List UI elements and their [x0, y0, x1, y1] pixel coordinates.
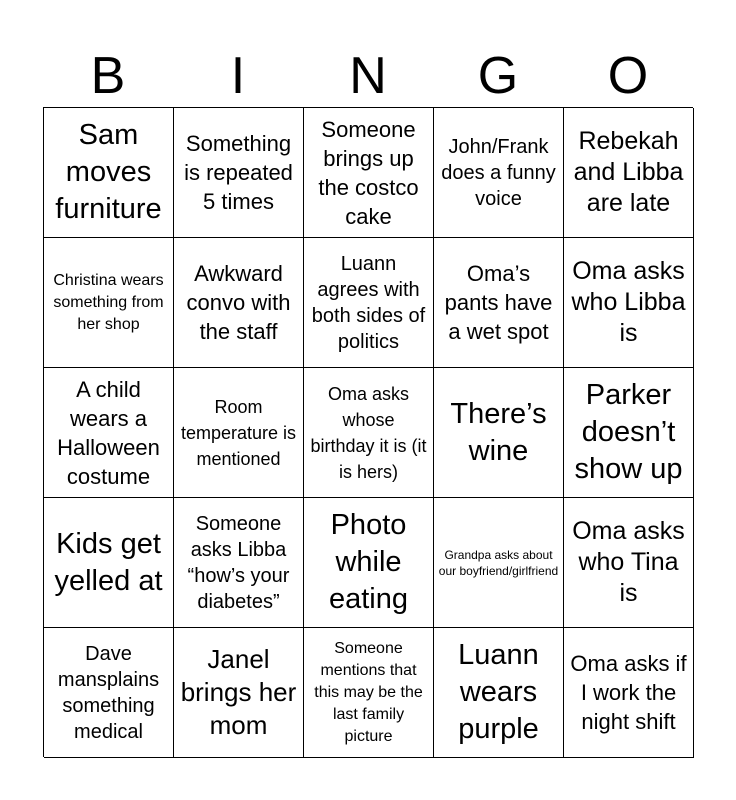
cell-text: Oma asks whose birthday it is (it is hers) — [310, 383, 427, 482]
bingo-cell[interactable] — [434, 368, 564, 498]
bingo-cell[interactable] — [304, 628, 434, 758]
bingo-cell[interactable] — [304, 498, 434, 628]
bingo-cell[interactable] — [174, 498, 304, 628]
cell-text: Something is repeated 5 times — [184, 131, 293, 214]
bingo-cell[interactable] — [174, 368, 304, 498]
cell-text: Rebekah and Libba are late — [573, 127, 684, 217]
bingo-cell[interactable] — [44, 628, 174, 758]
bingo-cell[interactable] — [44, 238, 174, 368]
cell-text: Someone brings up the costco cake — [318, 116, 419, 229]
cell-text: Awkward convo with the staff — [186, 261, 291, 344]
bingo-header — [43, 46, 693, 106]
cell-text: Sam moves furniture — [55, 119, 162, 225]
cell-text: Parker doesn’t show up — [574, 379, 683, 485]
bingo-cell[interactable] — [434, 498, 564, 628]
header-letter-o: O — [607, 47, 649, 105]
bingo-cell[interactable] — [564, 498, 694, 628]
bingo-cell[interactable] — [564, 368, 694, 498]
bingo-cell[interactable] — [434, 238, 564, 368]
cell-text: Kids get yelled at — [54, 527, 163, 597]
bingo-cell[interactable] — [434, 108, 564, 238]
cell-text: Room temperature is mentioned — [180, 396, 297, 469]
cell-text: Christina wears something from her shop — [53, 271, 164, 333]
cell-text: Someone asks Libba “how’s your diabetes” — [187, 512, 290, 613]
header-letter-i: I — [230, 47, 246, 105]
cell-text: Janel brings her mom — [180, 644, 297, 740]
bingo-cell[interactable] — [304, 368, 434, 498]
header-letter-g: G — [477, 47, 519, 105]
bingo-cell[interactable] — [564, 628, 694, 758]
bingo-cell[interactable] — [304, 238, 434, 368]
cell-text: Oma’s pants have a wet spot — [444, 261, 553, 344]
bingo-cell[interactable] — [174, 238, 304, 368]
cell-text: Oma asks who Tina is — [572, 517, 685, 607]
bingo-board — [43, 107, 693, 757]
bingo-cell[interactable] — [564, 238, 694, 368]
cell-text: Someone mentions that this may be the last family picture — [314, 639, 423, 745]
cell-text: A child wears a Halloween costume — [57, 376, 160, 489]
bingo-cell[interactable] — [44, 498, 174, 628]
header-letter-b: B — [90, 47, 126, 105]
bingo-cell[interactable] — [174, 628, 304, 758]
cell-text: John/Frank does a funny voice — [441, 135, 556, 210]
bingo-cell[interactable] — [304, 108, 434, 238]
cell-text: Photo while eating — [328, 509, 408, 615]
bingo-cell[interactable] — [44, 108, 174, 238]
cell-text: Grandpa asks about our boyfriend/girlfriend — [438, 547, 559, 578]
cell-text: There’s wine — [450, 397, 547, 467]
cell-text: Dave mansplains something medical — [57, 642, 160, 743]
bingo-cell[interactable] — [564, 108, 694, 238]
cell-text: Oma asks if I work the night shift — [570, 651, 687, 734]
cell-text: Luann agrees with both sides of politics — [311, 252, 426, 353]
bingo-cell[interactable] — [434, 628, 564, 758]
cell-text: Luann wears purple — [458, 639, 539, 745]
bingo-cell[interactable] — [44, 368, 174, 498]
bingo-cell[interactable] — [174, 108, 304, 238]
cell-text: Oma asks who Libba is — [571, 257, 686, 347]
header-letter-n: N — [349, 47, 387, 105]
